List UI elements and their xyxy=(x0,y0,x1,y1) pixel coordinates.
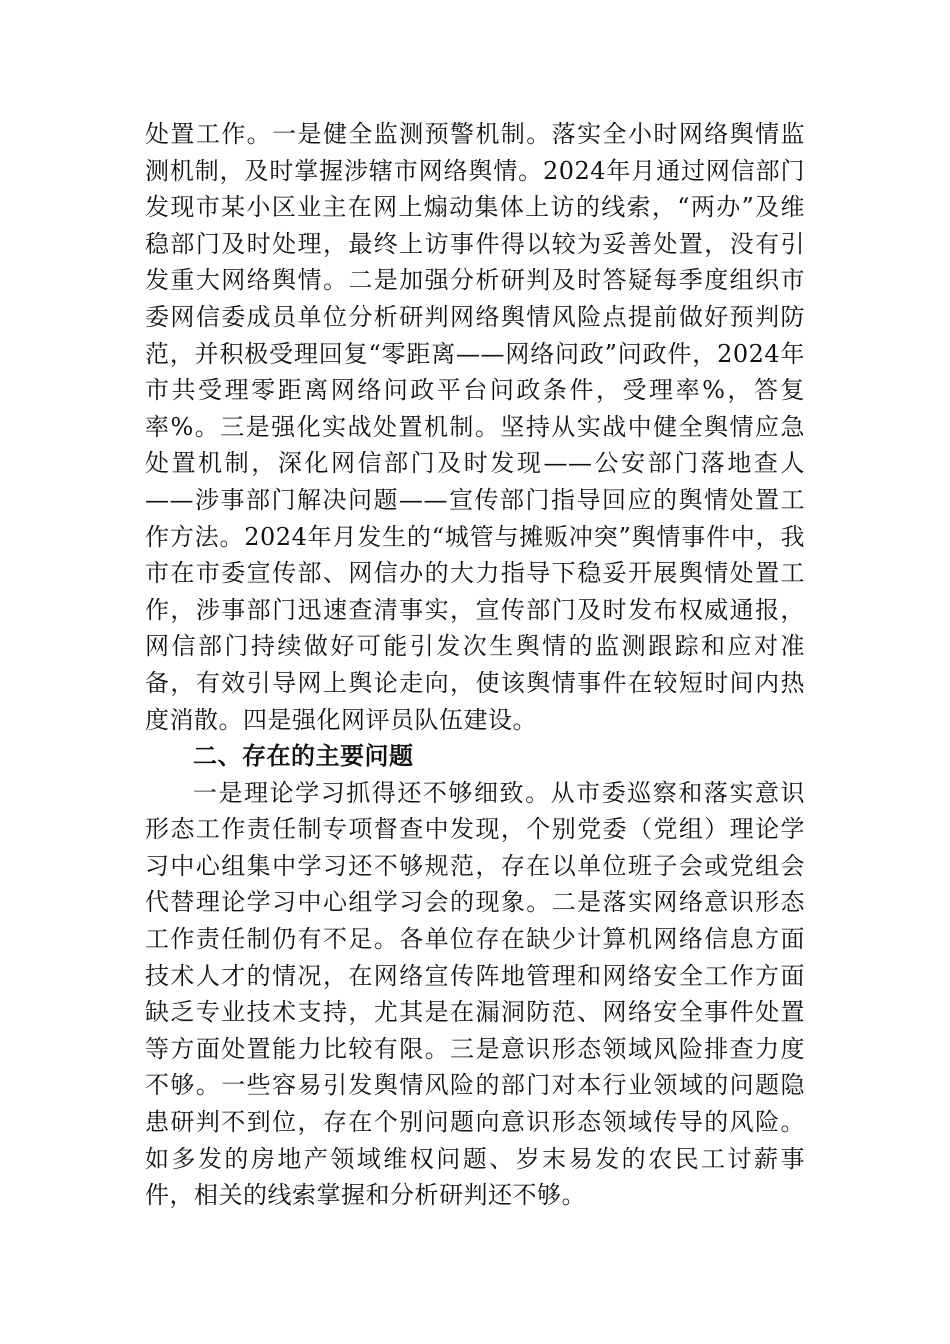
paragraph-network-opinion-handling: 处置工作。一是健全监测预警机制。落实全小时网络舆情监测机制，及时掌握涉辖市网络舆情。2024年月通过网信部门发现市某小区业主在网上煽动集体上访的线索，“两办”及维稳部门及时处理，最终上访事件得以较为妥善处置，没有引发重大网络舆情。二是加强分析研判及时答疑每季度组织市委网信委成员单位分析研判网络舆情风险点提前做好预判防范，并积极受理回复“零距离——网络问政”问政件，2024年市共受理零距离网络问政平台问政条件，受理率%，答复率%。三是强化实战处置机制。坚持从实战中健全舆情应急处置机制，深化网信部门及时发现——公安部门落地查人——涉事部门解决问题——宣传部门指导回应的舆情处置工作方法。2024年月发生的“城管与摊贩冲突”舆情事件中，我市在市委宣传部、网信办的大力指导下稳妥开展舆情处置工作，涉事部门迅速查清事实，宣传部门及时发布权威通报，网信部门持续做好可能引发次生舆情的监测跟踪和应对准备，有效引导网上舆论走向，使该舆情事件在较短时间内热度消散。四是强化网评员队伍建设。 xyxy=(145,120,805,734)
document-body xyxy=(145,116,805,1214)
section-heading-main-problems: 二、存在的主要问题 xyxy=(193,742,414,771)
paragraph-main-problems: 一是理论学习抓得还不够细致。从市委巡察和落实意识形态工作责任制专项督查中发现，个别党委（党组）理论学习中心组集中学习还不够规范，存在以单位班子会或党组会代替理论学习中心组学习会的现象。二是落实网络意识形态工作责任制仍有不足。各单位存在缺少计算机网络信息方面技术人才的情况，在网络宣传阵地管理和网络安全工作方面缺乏专业技术支持，尤其是在漏洞防范、网络安全事件处置等方面处置能力比较有限。三是意识形态领域风险排查力度不够。一些容易引发舆情风险的部门对本行业领域的问题隐患研判不到位，存在个别问题向意识形态领域传导的风险。如多发的房地产领域维权问题、岁末易发的农民工讨薪事件，相关的线索掌握和分析研判还不够。 xyxy=(145,778,805,1210)
